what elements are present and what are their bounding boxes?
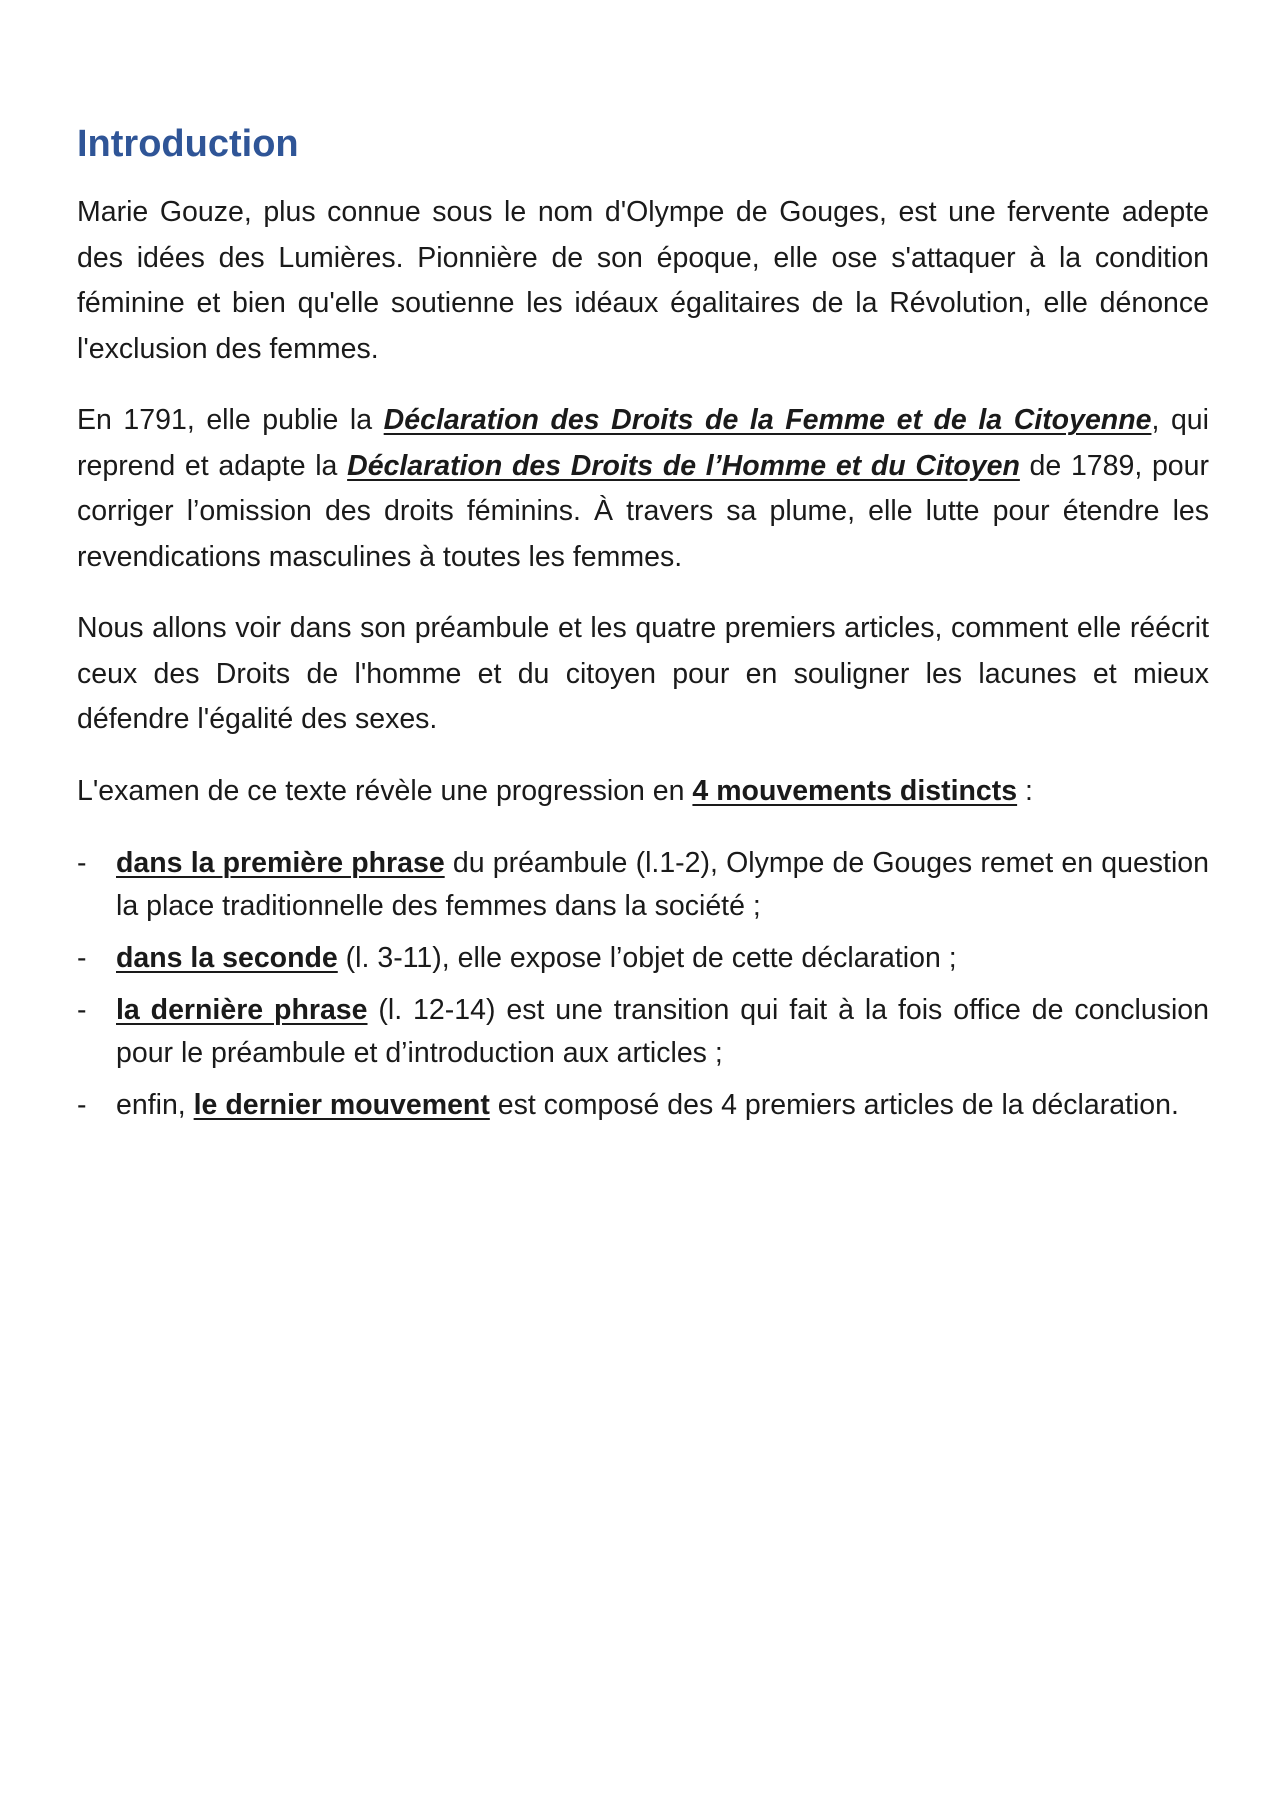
list-item-key: dans la première phrase xyxy=(116,847,445,879)
section-heading: Introduction xyxy=(77,123,299,165)
document-page xyxy=(77,0,1209,1136)
list-item-text: (l. 12-14) est une transition qui fait à la fois office de conclusion pour le préambule et d’introduction aux articles ; xyxy=(116,994,1209,1069)
list-item-key: le dernier mouvement xyxy=(193,1089,490,1121)
list-item-text: est composé des 4 premiers articles de la déclaration. xyxy=(489,1089,1179,1121)
paragraph-4-text-1: L'examen de ce texte révèle une progression en xyxy=(77,774,693,807)
intro-paragraph-4 xyxy=(77,769,1209,815)
list-item-text: du préambule (l.1-2), Olympe de Gouges remet en question la place traditionnelle des femmes dans la société ; xyxy=(116,847,1209,922)
list-item-key: dans la seconde xyxy=(116,942,338,974)
key-four-movements: 4 mouvements distincts xyxy=(692,774,1018,807)
intro-paragraph-1: Marie Gouze, plus connue sous le nom d'Olympe de Gouges, est une fervente adepte des idées des Lumières. Pionnière de son époque, elle ose s'attaquer à la condition féminine et bien qu'elle soutienne les idéaux égalitaires de la Révolution, elle dénonce l'exclusion des femmes. xyxy=(77,196,1209,365)
list-item xyxy=(77,842,1209,928)
bullet-dash: - xyxy=(77,994,87,1026)
list-item-text: (l. 3-11), elle expose l’objet de cette déclaration ; xyxy=(337,942,957,974)
paragraph-2-text-1: En 1791, elle publie la xyxy=(77,404,384,436)
bullet-dash: - xyxy=(77,847,87,879)
paragraph-2-text-3: de 1789, pour corriger l’omission des droits féminins. À travers sa plume, elle lutte pour étendre les revendications masculines à toutes les femmes. xyxy=(77,449,1209,573)
title-declaration-femme: Déclaration des Droits de la Femme et de la Citoyenne xyxy=(383,404,1152,436)
list-item xyxy=(77,989,1209,1075)
title-declaration-homme: Déclaration des Droits de l’Homme et du Citoyen xyxy=(347,449,1020,482)
intro-paragraph-2 xyxy=(77,398,1209,580)
movements-list xyxy=(77,842,1209,1127)
list-item-key: la dernière phrase xyxy=(116,994,368,1026)
bullet-dash: - xyxy=(77,1089,87,1121)
list-item xyxy=(77,937,1209,980)
bullet-dash: - xyxy=(77,942,87,974)
list-item-prefix: enfin, xyxy=(116,1089,194,1121)
list-item xyxy=(77,1084,1209,1127)
paragraph-2-text-2: , qui reprend et adapte la xyxy=(77,404,1209,482)
intro-paragraph-3: Nous allons voir dans son préambule et les quatre premiers articles, comment elle réécrit ceux des Droits de l'homme et du citoyen pour en souligner les lacunes et mieux défendre l'égalité des sexes. xyxy=(77,612,1209,735)
paragraph-4-text-2: : xyxy=(1017,774,1033,807)
